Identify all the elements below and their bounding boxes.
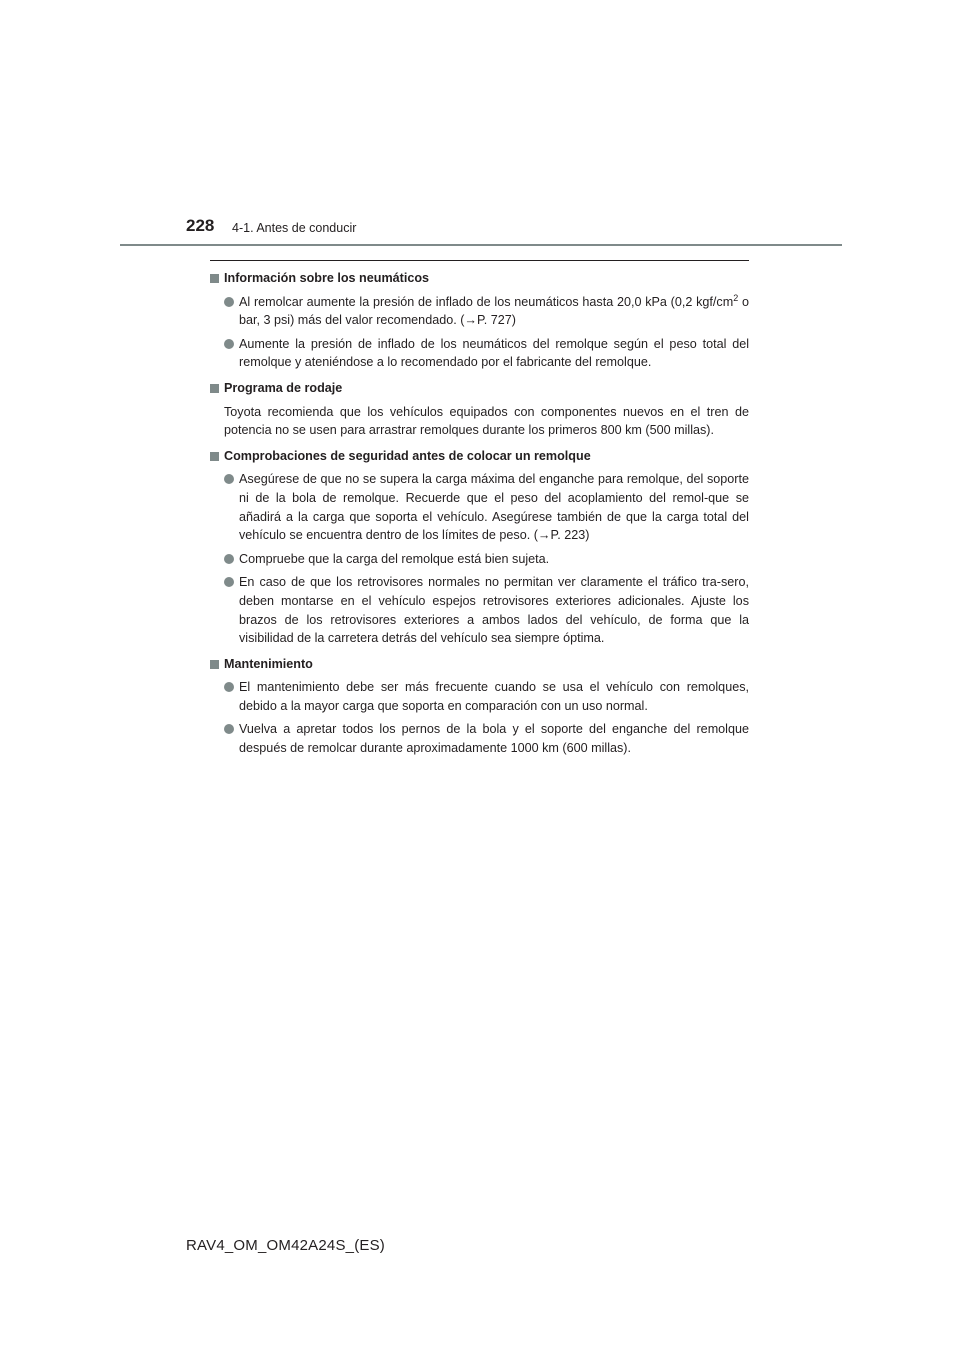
square-bullet-icon (210, 452, 219, 461)
page-content (210, 269, 749, 758)
heading-mantenimiento: Mantenimiento (210, 655, 749, 674)
header-rule (120, 244, 842, 246)
round-bullet-icon (224, 682, 234, 692)
list-item: En caso de que los retrovisores normales no permitan ver claramente el tráfico tra-sero, deben montarse en el vehículo espejos retrovisores exteriores adicionales. Ajuste los brazos de los retrovisores exteriores a ambos lados del vehículo, de forma que la visibilidad de la carretera detrás del vehículo sea siempre óptima. (210, 573, 749, 647)
heading-neumaticos: Información sobre los neumáticos (210, 269, 749, 288)
round-bullet-icon (224, 554, 234, 564)
page-number: 228 (186, 216, 215, 235)
square-bullet-icon (210, 660, 219, 669)
list-item: Compruebe que la carga del remolque está bien sujeta. (210, 550, 749, 569)
round-bullet-icon (224, 339, 234, 349)
list-item: Aumente la presión de inflado de los neumáticos del remolque según el peso total del remolque y ateniéndose a lo recomendado por el fabricante del remolque. (210, 335, 749, 372)
list-item: Vuelva a apretar todos los pernos de la bola y el soporte del enganche del remolque después de remolcar durante aproximadamente 1000 km (600 millas). (210, 720, 749, 757)
round-bullet-icon (224, 474, 234, 484)
paragraph-rodaje: Toyota recomienda que los vehículos equipados con componentes nuevos en el tren de potencia no se usen para arrastrar remolques durante los primeros 800 km (500 millas). (224, 404, 749, 438)
square-bullet-icon (210, 274, 219, 283)
round-bullet-icon (224, 724, 234, 734)
square-bullet-icon (210, 384, 219, 393)
list-item: El mantenimiento debe ser más frecuente cuando se usa el vehículo con remolques, debido a la mayor carga que soporta en comparación con un uso normal. (210, 678, 749, 715)
round-bullet-icon (224, 297, 234, 307)
list-item: Asegúrese de que no se supera la carga máxima del enganche para remolque, del soporte ni de la bola de remolque. Recuerde que el peso del acoplamiento del remol-que se añadirá a la carga que soporta el vehículo. Asegúrese también de que la carga total del vehículo se encuentra dentro de los límites de peso. (→P. 223) (210, 470, 749, 544)
heading-comprobaciones: Comprobaciones de seguridad antes de colocar un remolque (210, 447, 749, 466)
content-rule (210, 260, 749, 261)
round-bullet-icon (224, 577, 234, 587)
section-title: 4-1. Antes de conducir (232, 221, 357, 235)
list-item: Al remolcar aumente la presión de inflado de los neumáticos hasta 20,0 kPa (0,2 kgf/$cm^2$ o bar, 3 psi) más del valor recomendado. (→P. 727) (210, 293, 749, 330)
footer-code: RAV4_OM_OM42A24S_(ES) (186, 1237, 386, 1254)
heading-rodaje: Programa de rodaje (210, 379, 749, 398)
